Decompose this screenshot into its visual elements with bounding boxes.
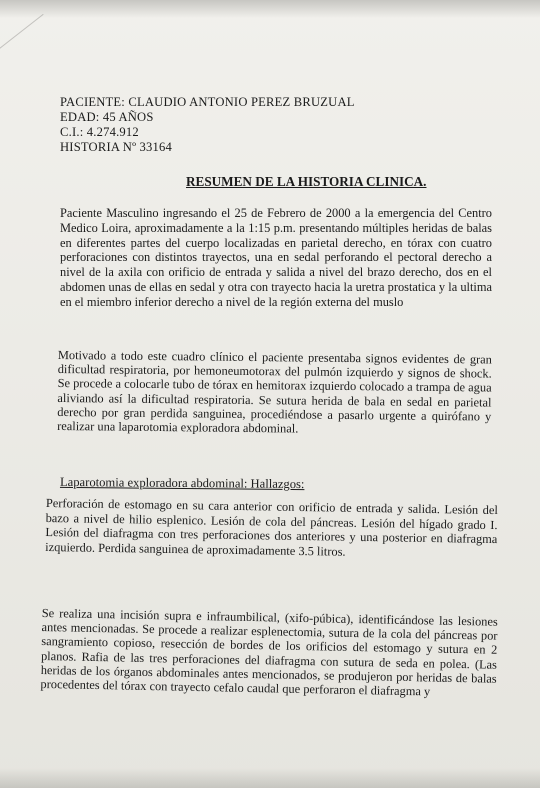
patient-name: PACIENTE: CLAUDIO ANTONIO PEREZ BRUZUAL bbox=[60, 95, 355, 109]
intro-paragraph: Paciente Masculino ingresando el 25 de Febrero de 2000 a la emergencia del Centro Medico Loira, aproximadamente a la 1:15 p.m. presentando múltiples heridas de balas en diferentes partes del cuerpo localizadas en parietal derecho, en tórax con cuatro perforaciones con distintos trayectos, una en sedal perforando el pectoral derecho a nivel de la axila con orificio de entrada y salida a nivel del brazo derecho, dos en el abdomen unas de ellas en sedal y otra con trayecto hacia la uretra prostatica y la ultima en el miembro inferior derecho a nivel de la región externa del muslo bbox=[60, 206, 492, 309]
paper-scuff bbox=[0, 14, 68, 83]
clinical-paragraph: Motivado a todo este cuadro clínico el paciente presentaba signos evidentes de gran dificultad respiratoria, por hemoneumotorax del pulmón izquierdo y signos de shock. Se procede a colocarle tubo de tórax en hemitorax izquierdo colocado a trampa de agua aliviando así la dificultad respiratoria. Se sutura herida de bala en sedal en parietal derecho por gran perdida sanguinea, procediéndose a pasarlo urgente a quirófano y realizar una laparotomia exploradora abdominal. bbox=[57, 348, 492, 436]
findings-heading: Laparotomia exploradora abdominal: Hallazgos: bbox=[59, 474, 305, 492]
page-bottom-shadow bbox=[0, 768, 540, 788]
patient-id: C.I.: 4.274.912 bbox=[60, 125, 139, 139]
history-number: HISTORIA Nº 33164 bbox=[60, 140, 173, 154]
patient-header bbox=[60, 95, 355, 155]
patient-age: EDAD: 45 AÑOS bbox=[60, 110, 154, 124]
scan-shadow bbox=[0, 0, 540, 18]
document-title: RESUMEN DE LA HISTORIA CLINICA. bbox=[186, 174, 427, 189]
procedure-paragraph: Se realiza una incisión supra e infraumbilical, (xifo-púbica), identificándose las lesiones antes mencionadas. Se procede a realizar esplenectomia, sutura de la cola del páncreas por sangramiento copioso, resección de bordes de los orificios del estomago y sutura en 2 planos. Rafia de las tres perforaciones del diafragma con sutura de seda en polea. (Las heridas de los órganos abdominales antes mencionados, se produjeron por heridas de balas procedentes del tórax con trayecto cefalo caudal que perforaron el diafragma y bbox=[40, 606, 498, 699]
findings-paragraph: Perforación de estomago en su cara anterior con orificio de entrada y salida. Lesión del bazo a nivel de hilio esplenico. Lesión de cola del páncreas. Lesión del hígado grado I. Lesión del diafragma con tres perforaciones dos anteriores y una posterior en diafragma izquierdo. Perdida sanguinea de aproximadamente 3.5 litros. bbox=[45, 496, 498, 559]
